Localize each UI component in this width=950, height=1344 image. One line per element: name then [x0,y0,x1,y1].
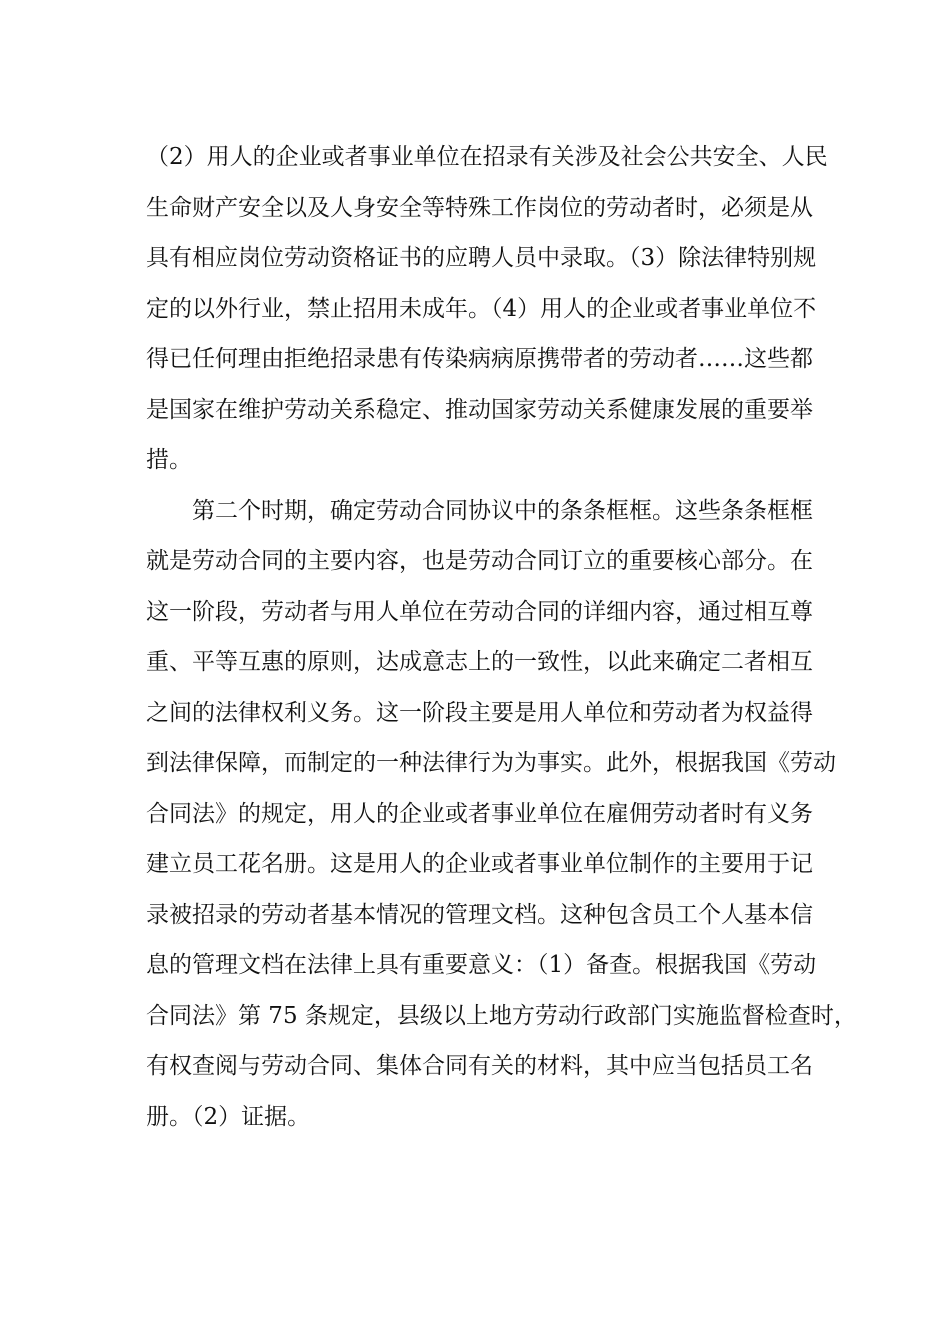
text-line: 重、平等互惠的原则，达成意志上的一致性，以此来确定二者相互 [146,649,813,675]
text-line: 是国家在维护劳动关系稳定、推动国家劳动关系健康发展的重要举 [146,396,813,423]
text-line: 到法律保障，而制定的一种法律行为为事实。此外，根据我国《劳动 [146,750,836,776]
text-line: 之间的法律权利义务。这一阶段主要是用人单位和劳动者为权益得 [146,699,813,726]
text-line: 定的以外行业，禁止招用未成年。（4）用人的企业或者事业单位不 [146,295,817,322]
text-line: 具有相应岗位劳动资格证书的应聘人员中录取。（3）除法律特别规 [146,245,817,271]
text-line: 生命财产安全以及人身安全等特殊工作岗位的劳动者时，必须是从 [146,194,813,221]
text-line: 息的管理文档在法律上具有重要意义：（1）备查。根据我国《劳动 [146,952,817,978]
text-line: 合同法》的规定，用人的企业或者事业单位在雇佣劳动者时有义务 [146,800,813,827]
text-line: （2）用人的企业或者事业单位在招录有关涉及社会公共安全、人民 [146,144,828,170]
text-line: 措。 [146,447,192,473]
text-line: 建立员工花名册。这是用人的企业或者事业单位制作的主要用于记 [146,851,813,877]
text-line: 有权查阅与劳动合同、集体合同有关的材料，其中应当包括员工名 [146,1053,813,1079]
text-line: 录被招录的劳动者基本情况的管理文档。这种包含员工个人基本信 [146,901,813,928]
text-line: 这一阶段，劳动者与用人单位在劳动合同的详细内容，通过相互尊 [146,598,813,625]
body-text [146,132,857,1142]
text-line: 册。（2）证据。 [146,1103,311,1130]
text-line: 得已任何理由拒绝招录患有传染病病原携带者的劳动者……这些都 [146,346,813,372]
text-line: 第二个时期，确定劳动合同协议中的条条框框。这些条条框框 [146,497,813,524]
text-line: 就是劳动合同的主要内容，也是劳动合同订立的重要核心部分。在 [146,548,813,574]
text-line: 合同法》第 75 条规定，县级以上地方劳动行政部门实施监督检查时， [146,1002,857,1029]
